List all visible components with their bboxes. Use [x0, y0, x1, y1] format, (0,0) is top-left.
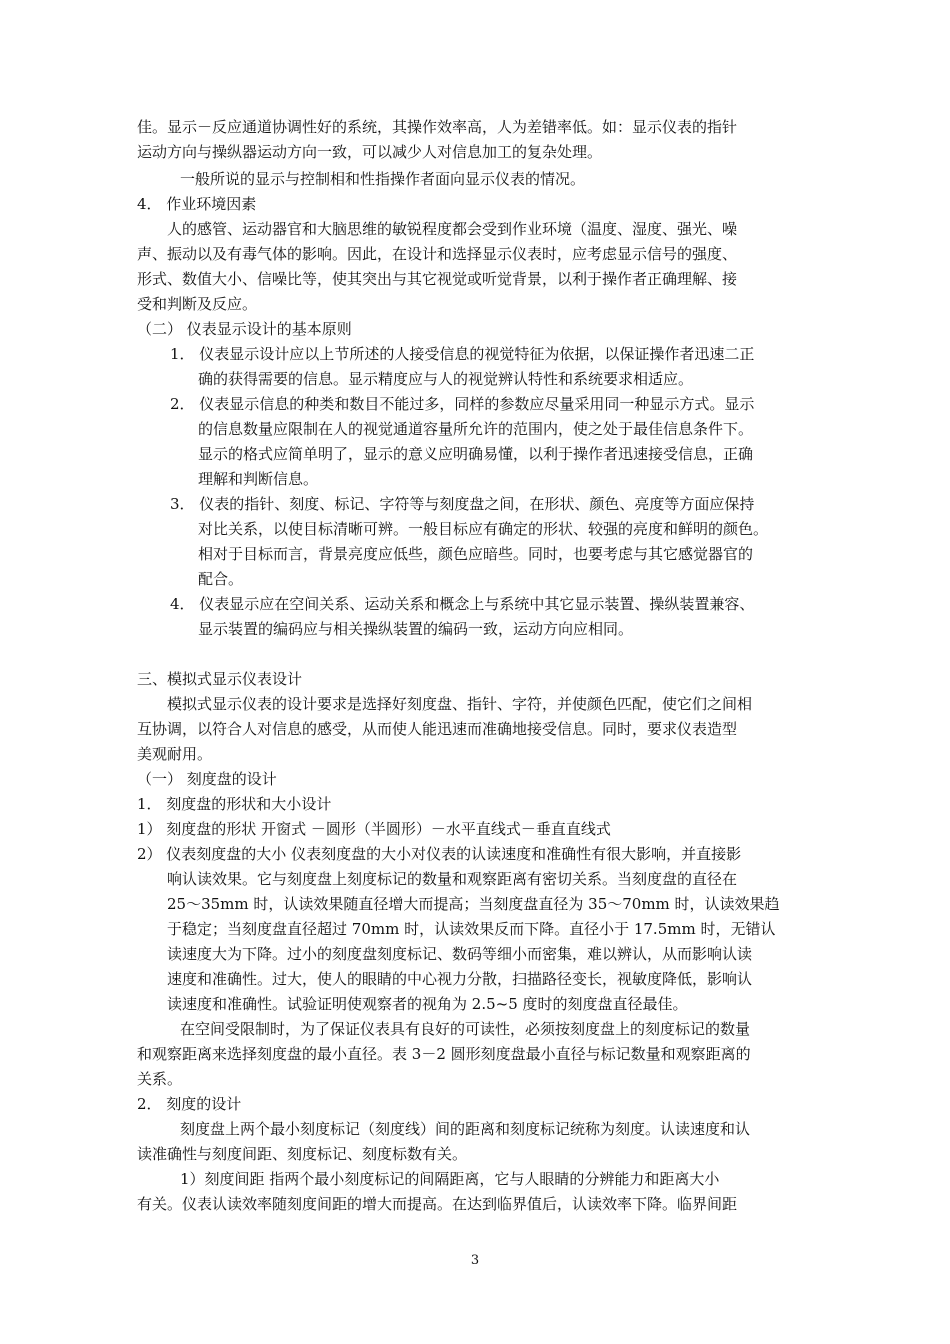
list-item: 1） 刻度盘的形状 开窗式 －圆形（半圆形）－水平直线式－垂直直线式 [137, 820, 611, 838]
text-line: 受和判断及反应。 [137, 295, 258, 313]
list-item-text: 于稳定；当刻度盘直径超过 70mm 时，认读效果反而下降。直径小于 17.5mm 时，无错认 [167, 920, 776, 938]
text-line: 美观耐用。 [137, 745, 213, 763]
text-line: 人的感管、运动器官和大脑思维的敏锐程度都会受到作业环境（温度、湿度、强光、噪 [167, 220, 738, 238]
text-line: 在空间受限制时，为了保证仪表具有良好的可读性，必须按刻度盘上的刻度标记的数量 [180, 1020, 751, 1038]
text-line: 模拟式显示仪表的设计要求是选择好刻度盘、指针、字符，并使颜色匹配，使它们之间相 [167, 695, 753, 713]
text-line: 刻度盘上两个最小刻度标记（刻度线）间的距离和刻度标记统称为刻度。认读速度和认 [180, 1120, 751, 1138]
list-item: 2） 仪表刻度盘的大小 仪表刻度盘的大小对仪表的认读速度和准确性有很大影响，并直接影 [137, 845, 742, 863]
list-item-text: 确的获得需要的信息。显示精度应与人的视觉辨认特性和系统要求相适应。 [198, 370, 694, 388]
list-item: 2． 仪表显示信息的种类和数目不能过多，同样的参数应尽量采用同一种显示方式。显示 [170, 395, 755, 413]
text-line: 运动方向与操纵器运动方向一致，可以减少人对信息加工的复杂处理。 [137, 143, 603, 161]
section-heading: 1． 刻度盘的形状和大小设计 [137, 795, 332, 813]
text-line: 互协调，以符合人对信息的感受，从而使人能迅速而准确地接受信息。同时，要求仪表造型 [137, 720, 738, 738]
list-item-text: 速度和准确性。过大，使人的眼睛的中心视力分散，扫描路径变长，视敏度降低，影响认 [167, 970, 753, 988]
text-line: 一般所说的显示与控制相和性指操作者面向显示仪表的情况。 [180, 170, 586, 188]
list-item: 3． 仪表的指针、刻度、标记、字符等与刻度盘之间，在形状、颜色、亮度等方面应保持 [170, 495, 755, 513]
list-item-text: 相对于目标而言，背景亮度应低些，颜色应暗些。同时，也要考虑与其它感觉器官的 [198, 545, 754, 563]
text-line: 1）刻度间距 指两个最小刻度标记的间隔距离，它与人眼睛的分辨能力和距离大小 [180, 1170, 720, 1188]
text-line: 和观察距离来选择刻度盘的最小直径。表 3－2 圆形刻度盘最小直径与标记数量和观察距离的 [137, 1045, 751, 1063]
list-item-text: 显示装置的编码应与相关操纵装置的编码一致，运动方向应相同。 [198, 620, 634, 638]
list-item-text: 对比关系，以使目标清晰可辨。一般目标应有确定的形状、较强的亮度和鲜明的颜色。 [198, 520, 769, 538]
list-item-text: 理解和判断信息。 [198, 470, 319, 488]
list-item-text: 响认读效果。它与刻度盘上刻度标记的数量和观察距离有密切关系。当刻度盘的直径在 [167, 870, 738, 888]
text-line: 有关。仪表认读效率随刻度间距的增大而提高。在达到临界值后，认读效率下降。临界间距 [137, 1195, 738, 1213]
text-line: 声、振动以及有毒气体的影响。因此，在设计和选择显示仪表时，应考虑显示信号的强度、 [137, 245, 738, 263]
list-item-text: 读速度和准确性。试验证明使观察者的视角为 2.5~5 度时的刻度盘直径最佳。 [167, 995, 688, 1013]
text-line: 形式、数值大小、信噪比等，使其突出与其它视觉或听觉背景，以利于操作者正确理解、接 [137, 270, 738, 288]
list-item-text: 显示的格式应简单明了，显示的意义应明确易懂，以利于操作者迅速接受信息，正确 [198, 445, 754, 463]
list-item-text: 配合。 [198, 570, 244, 588]
list-item: 1． 仪表显示设计应以上节所述的人接受信息的视觉特征为依据，以保证操作者迅速二正 [170, 345, 755, 363]
section-heading: （二） 仪表显示设计的基本原则 [137, 320, 352, 338]
text-line: 读准确性与刻度间距、刻度标记、刻度标数有关。 [137, 1145, 468, 1163]
list-item-text: 读速度大为下降。过小的刻度盘刻度标记、数码等细小而密集，难以辨认，从而影响认读 [167, 945, 753, 963]
text-line: 佳。显示－反应通道协调性好的系统，其操作效率高，人为差错率低。如：显示仪表的指针 [137, 118, 738, 136]
section-heading: 2． 刻度的设计 [137, 1095, 242, 1113]
list-item-text: 的信息数量应限制在人的视觉通道容量所允许的范围内，使之处于最佳信息条件下。 [198, 420, 754, 438]
chapter-heading: 三、模拟式显示仪表设计 [137, 670, 303, 688]
section-heading: 4． 作业环境因素 [137, 195, 257, 213]
section-heading: （一） 刻度盘的设计 [137, 770, 277, 788]
list-item: 4． 仪表显示应在空间关系、运动关系和概念上与系统中其它显示装置、操纵装置兼容、 [170, 595, 755, 613]
text-line: 关系。 [137, 1070, 183, 1088]
list-item-text: 25～35mm 时，认读效果随直径增大而提高；当刻度盘直径为 35～70mm 时，认读效果趋 [167, 895, 780, 913]
page-number: 3 [470, 1253, 480, 1268]
